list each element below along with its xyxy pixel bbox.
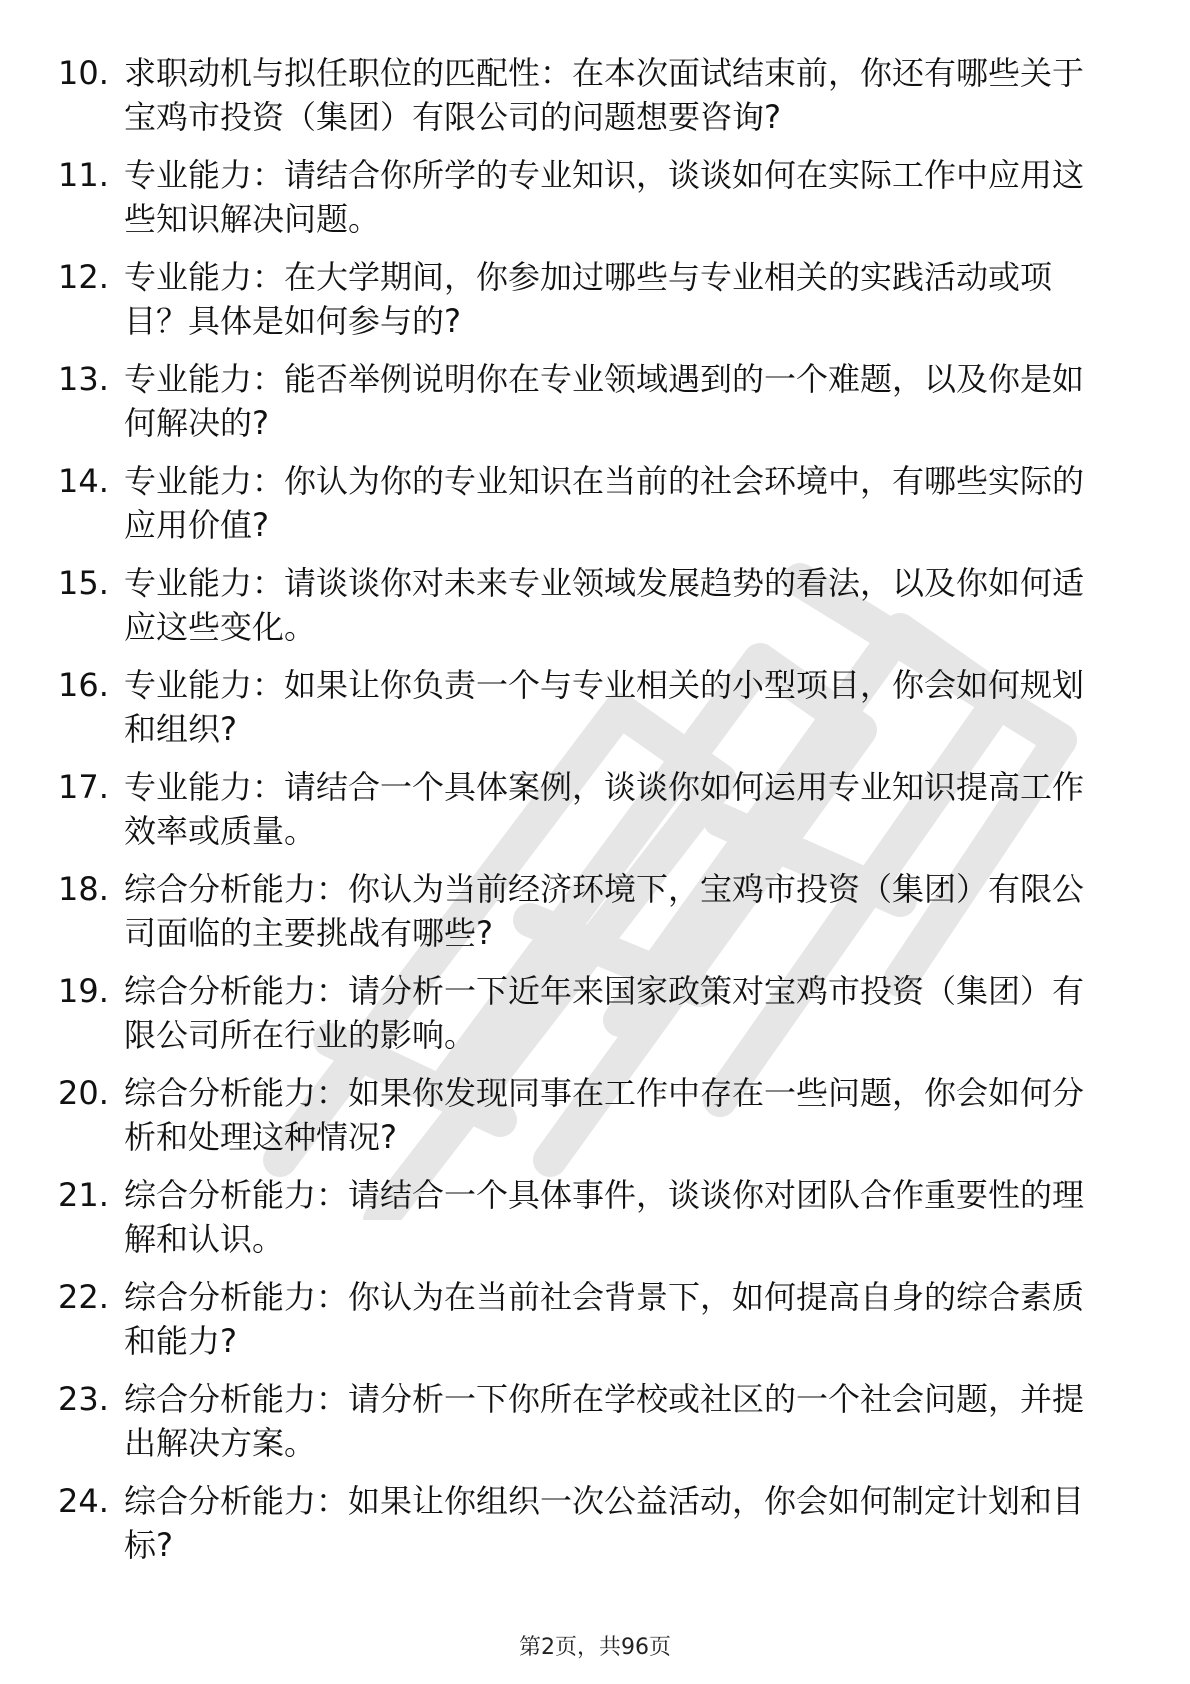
question-text: 专业能力：能否举例说明你在专业领域遇到的一个难题，以及你是如何解决的? bbox=[124, 360, 1085, 442]
question-number: 17. bbox=[58, 768, 109, 806]
question-number: 16. bbox=[58, 666, 109, 704]
question-number: 13. bbox=[58, 360, 109, 398]
question-text: 综合分析能力：你认为当前经济环境下，宝鸡市投资（集团）有限公司面临的主要挑战有哪些? bbox=[124, 870, 1085, 952]
question-item bbox=[58, 561, 1118, 663]
question-text: 综合分析能力：请结合一个具体事件，谈谈你对团队合作重要性的理解和认识。 bbox=[124, 1176, 1085, 1258]
question-item bbox=[58, 357, 1118, 459]
question-text: 专业能力：如果让你负责一个与专业相关的小型项目，你会如何规划和组织? bbox=[124, 666, 1085, 748]
question-item bbox=[58, 153, 1118, 255]
question-item bbox=[58, 1479, 1118, 1581]
question-item bbox=[58, 663, 1118, 765]
question-number: 21. bbox=[58, 1176, 109, 1214]
question-text: 综合分析能力：请分析一下你所在学校或社区的一个社会问题，并提出解决方案。 bbox=[124, 1380, 1085, 1462]
question-number: 14. bbox=[58, 462, 109, 500]
question-item bbox=[58, 765, 1118, 867]
question-text: 专业能力：在大学期间，你参加过哪些与专业相关的实践活动或项目？具体是如何参与的? bbox=[124, 258, 1053, 340]
question-number: 20. bbox=[58, 1074, 109, 1112]
question-item bbox=[58, 969, 1118, 1071]
question-number: 23. bbox=[58, 1380, 109, 1418]
question-item bbox=[58, 51, 1118, 153]
question-text: 综合分析能力：请分析一下近年来国家政策对宝鸡市投资（集团）有限公司所在行业的影响。 bbox=[124, 972, 1085, 1054]
question-item bbox=[58, 1275, 1118, 1377]
page-footer: 第2页，共96页 bbox=[519, 1635, 671, 1660]
question-item bbox=[58, 1071, 1118, 1173]
question-item bbox=[58, 255, 1118, 357]
question-list bbox=[58, 51, 1118, 1581]
question-number: 24. bbox=[58, 1482, 109, 1520]
question-item bbox=[58, 1173, 1118, 1275]
question-number: 11. bbox=[58, 156, 109, 194]
question-text: 专业能力：请谈谈你对未来专业领域发展趋势的看法，以及你如何适应这些变化。 bbox=[124, 564, 1085, 646]
question-number: 12. bbox=[58, 258, 109, 296]
question-text: 专业能力：请结合你所学的专业知识，谈谈如何在实际工作中应用这些知识解决问题。 bbox=[124, 156, 1085, 238]
question-text: 综合分析能力：如果你发现同事在工作中存在一些问题，你会如何分析和处理这种情况? bbox=[124, 1074, 1085, 1156]
question-number: 18. bbox=[58, 870, 109, 908]
question-text: 求职动机与拟任职位的匹配性：在本次面试结束前，你还有哪些关于宝鸡市投资（集团）有限公司的问题想要咨询? bbox=[124, 54, 1085, 136]
question-number: 10. bbox=[58, 54, 109, 92]
question-text: 专业能力：请结合一个具体案例，谈谈你如何运用专业知识提高工作效率或质量。 bbox=[124, 768, 1085, 850]
question-item bbox=[58, 1377, 1118, 1479]
question-text: 专业能力：你认为你的专业知识在当前的社会环境中，有哪些实际的应用价值? bbox=[124, 462, 1085, 544]
question-text: 综合分析能力：如果让你组织一次公益活动，你会如何制定计划和目标? bbox=[124, 1482, 1085, 1564]
question-text: 综合分析能力：你认为在当前社会背景下，如何提高自身的综合素质和能力? bbox=[124, 1278, 1085, 1360]
question-item bbox=[58, 459, 1118, 561]
question-number: 15. bbox=[58, 564, 109, 602]
question-item bbox=[58, 867, 1118, 969]
question-number: 22. bbox=[58, 1278, 109, 1316]
question-number: 19. bbox=[58, 972, 109, 1010]
